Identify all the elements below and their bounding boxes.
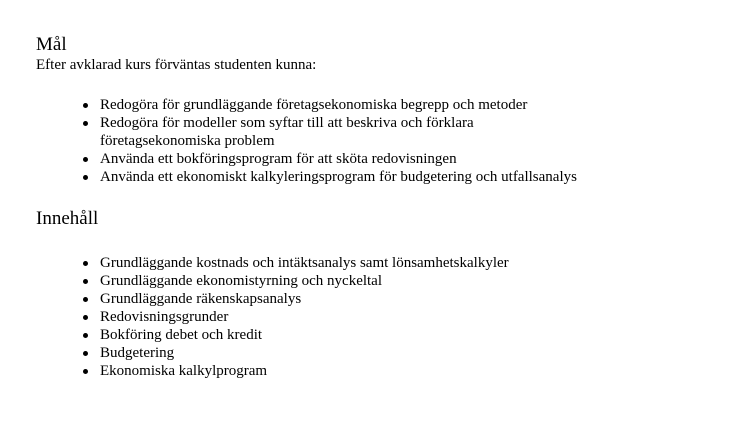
goals-heading: Mål	[36, 34, 67, 55]
content-item: Bokföring debet och kredit	[36, 326, 716, 344]
goal-item: Redogöra för grundläggande företagsekonomiska begrepp och metoder	[36, 96, 660, 114]
content-item: Ekonomiska kalkylprogram	[36, 362, 716, 380]
goal-item: Använda ett ekonomiskt kalkyleringsprogram för budgetering och utfallsanalys	[36, 168, 720, 186]
content-item: Grundläggande kostnads och intäktsanalys samt lönsamhetskalkyler	[36, 254, 716, 272]
content-item: Budgetering	[36, 344, 716, 362]
goal-item: Redogöra för modeller som syftar till att beskriva och förklara företagsekonomiska problem	[36, 114, 555, 150]
content-item: Grundläggande ekonomistyrning och nyckeltal	[36, 272, 716, 290]
content-list	[36, 254, 716, 380]
content-item: Grundläggande räkenskapsanalys	[36, 290, 716, 308]
course-description	[36, 34, 716, 380]
goal-item: Använda ett bokföringsprogram för att sköta redovisningen	[36, 150, 660, 168]
content-heading: Innehåll	[36, 208, 99, 229]
goals-list	[36, 96, 716, 186]
goals-intro: Efter avklarad kurs förväntas studenten kunna:	[36, 57, 317, 73]
content-item: Redovisningsgrunder	[36, 308, 716, 326]
